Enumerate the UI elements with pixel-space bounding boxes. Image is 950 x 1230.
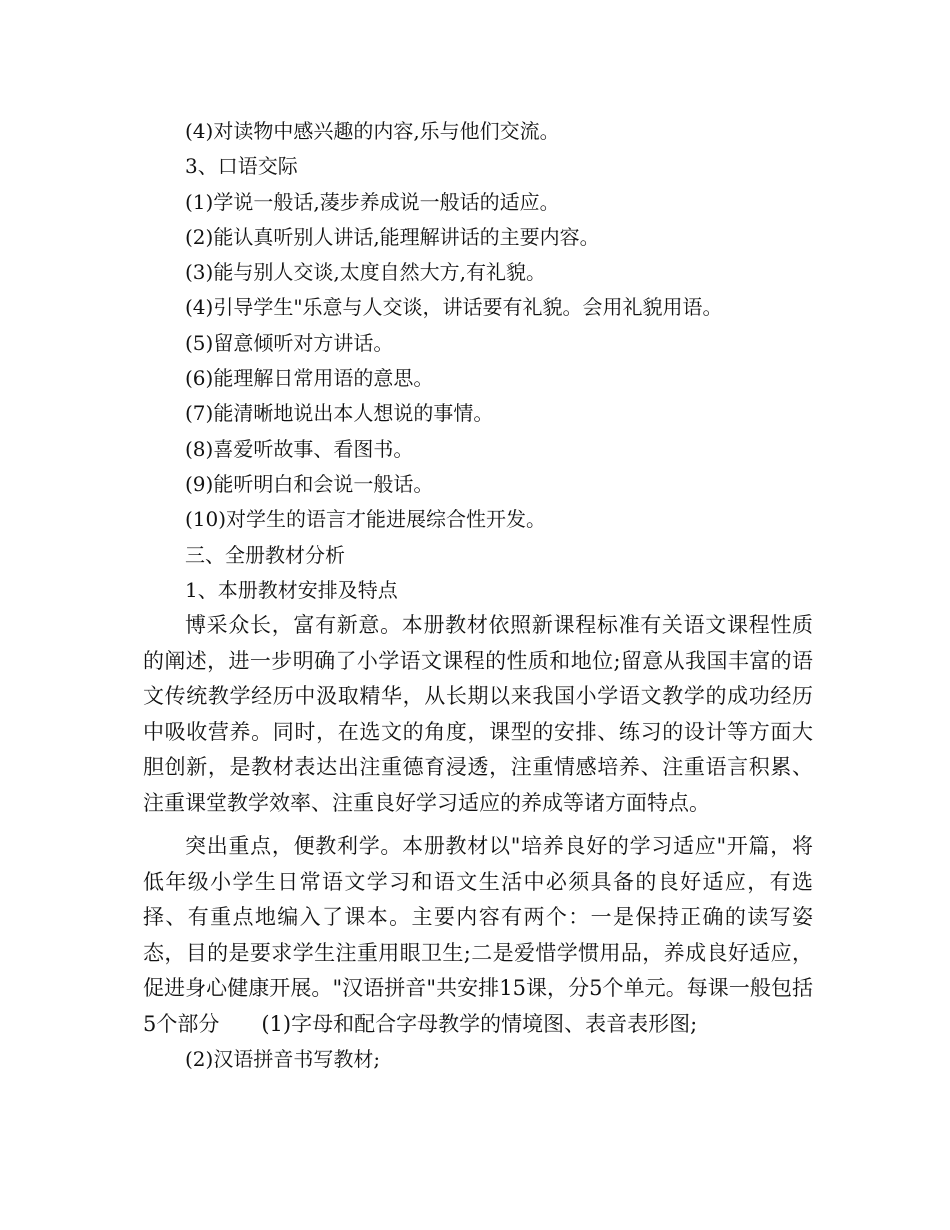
text-line: (9)能听明白和会说一般话。	[185, 471, 434, 496]
text-line: (1)学说一般话,蓤步养成说一般话的适应。	[185, 189, 560, 214]
paragraph-gap	[143, 821, 813, 829]
text-line: (6)能理解日常用语的意思。	[185, 366, 434, 391]
text-line: (3)能与别人交谈,太度自然大方,有礼貌。	[185, 260, 547, 285]
text-line: (7)能清晰地说出本人想说的事情。	[185, 401, 494, 426]
section-heading: 3、口语交际	[185, 154, 298, 179]
text-line: (4)对读物中感兴趣的内容,乐与他们交流。	[185, 119, 560, 143]
text-line: (4)引导学生"乐意与人交谈，讲话要有礼貌。会用礼貌用语。	[185, 295, 723, 320]
paragraph: 博采众长，富有新意。本册教材依照新课程标准有关语文课程性质的阐述，进一步明确了小学语文课程的性质和地位;留意从我国丰富的语文传统教学经历中汲取精华，从长期以来我国小学语文教学的成功经历中吸收营养。同时，在选文的角度，课型的安排、练习的设计等方面大胆创新，是教材表达出注重德育浸透，注重情感培养、注重语言积累、注重课堂教学效率、注重良好学习适应的养成等诸方面特点。	[143, 613, 813, 815]
text-line: (10)对学生的语言才能进展综合性开发。	[185, 507, 547, 532]
text-line: (5)留意倾听对方讲话。	[185, 330, 394, 355]
document-body	[143, 114, 813, 1077]
text-line: (2)能认真听别人讲话,能理解讲话的主要内容。	[185, 224, 600, 249]
subsection-heading: 1、本册教材安排及特点	[185, 577, 398, 602]
paragraph: 突出重点，便教利学。本册教材以"培养良好的学习适应"开篇，将低年级小学生日常语文学习和语文生活中必须具备的良好适应，有选择、有重点地编入了课本。主要内容有两个：一是保持正确的读写姿态，目的是要求学生注重用眼卫生;二是爱惜学惯用品，养成良好适应，促进身心健康开展。"汉语拼音"共安排15课，分5个单元。每课一般包括5个部分 (1)字母和配合字母教学的情境图、表音表形图;	[143, 834, 813, 1036]
section-heading: 三、全册教材分析	[185, 542, 345, 567]
text-line: (2)汉语拼音书写教材;	[185, 1047, 381, 1072]
text-line: (8)喜爱听故事、看图书。	[185, 436, 414, 461]
